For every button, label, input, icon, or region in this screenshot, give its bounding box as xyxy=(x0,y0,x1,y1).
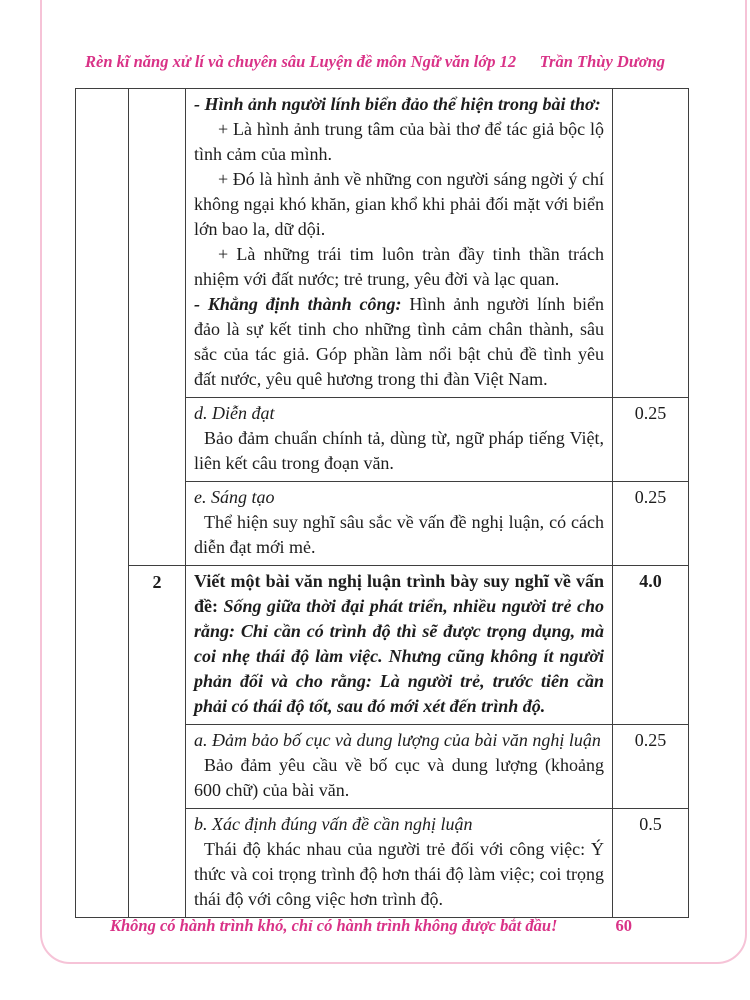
page-footer xyxy=(110,916,632,936)
criterion-b-label: b. Xác định đúng vấn đề cần nghị luận xyxy=(194,814,473,834)
criterion-a-label: a. Đảm bảo bố cục và dung lượng của bài văn nghị luận xyxy=(194,730,601,750)
score-cell-criterion-b: 0.5 xyxy=(613,809,689,918)
poem-analysis-heading: - Hình ảnh người lính biển đảo thể hiện trong bài thơ: xyxy=(194,94,601,114)
page-header xyxy=(85,52,665,72)
rubric-row-poem-analysis xyxy=(76,89,689,398)
criterion-d-text: Bảo đảm chuẩn chính tả, dùng từ, ngữ pháp tiếng Việt, liên kết câu trong đoạn văn. xyxy=(194,428,604,473)
header-author: Trần Thùy Dương xyxy=(539,52,665,71)
question-2-prompt-lead: Viết một bài văn nghị luận trình bày suy nghĩ về vấn đề: xyxy=(194,571,604,616)
criterion-b-text: Thái độ khác nhau của người trẻ đối với công việc: Ý thức và coi trọng trình độ hơn thái độ làm việc; coi trọng thái độ với công việc hơn trình độ. xyxy=(194,839,604,909)
criterion-e-content-cell xyxy=(186,482,613,566)
part-column-cell xyxy=(76,89,129,918)
question-2-number-cell: 2 xyxy=(129,566,186,918)
criterion-b-content-cell xyxy=(186,809,613,918)
criterion-d-content-cell xyxy=(186,398,613,482)
criterion-e-text: Thể hiện suy nghĩ sâu sắc về vấn đề nghị luận, có cách diễn đạt mới mẻ. xyxy=(194,512,604,557)
score-cell-criterion-e: 0.25 xyxy=(613,482,689,566)
criterion-d-label: d. Diễn đạt xyxy=(194,403,275,423)
poem-analysis-point-3: + Là những trái tim luôn tràn đầy tinh thần trách nhiệm với đất nước; trẻ trung, yêu đời và lạc quan. xyxy=(194,244,604,289)
question-2-prompt-quote: Sống giữa thời đại phát triển, nhiều người trẻ cho rằng: Chỉ cần có trình độ thì sẽ được trọng dụng, mà coi nhẹ thái độ làm việc. Nhưng cũng không ít người phản đối và cho rằng: Là người trẻ, trước tiên cần phải có thái độ tốt, sau đó mới xét đến trình độ. xyxy=(194,596,604,716)
conclusion-text: Hình ảnh người lính biển đảo là sự kết tinh cho những tình cảm chân thành, sâu sắc của tác giả. Góp phần làm nổi bật chủ đề tình yêu đất nước, yêu quê hương trong thi đàn Việt Nam. xyxy=(194,294,605,389)
header-title: Rèn kĩ năng xử lí và chuyên sâu Luyện đề môn Ngữ văn lớp 12 xyxy=(85,52,517,71)
criterion-a-text: Bảo đảm yêu cầu về bố cục và dung lượng (khoảng 600 chữ) của bài văn. xyxy=(194,755,604,800)
rubric-row-question-2 xyxy=(76,566,689,725)
poem-analysis-point-1: + Là hình ảnh trung tâm của bài thơ để tác giả bộc lộ tình cảm của mình. xyxy=(194,119,604,164)
question-2-prompt-cell xyxy=(186,566,613,725)
poem-analysis-point-2: + Đó là hình ảnh về những con người sáng ngời ý chí không ngại khó khăn, gian khổ khi phải đối mặt với biển lớn bao la, dữ dội. xyxy=(194,169,604,239)
criterion-a-content-cell xyxy=(186,725,613,809)
page-number: 60 xyxy=(615,916,632,935)
grading-rubric-table xyxy=(75,88,689,918)
poem-analysis-content-cell xyxy=(186,89,613,398)
conclusion-label: - Khẳng định thành công: xyxy=(194,294,402,314)
score-cell-poem-analysis xyxy=(613,89,689,398)
question-number-empty-cell xyxy=(129,89,186,566)
criterion-e-label: e. Sáng tạo xyxy=(194,487,275,507)
score-cell-criterion-a: 0.25 xyxy=(613,725,689,809)
score-cell-question-2: 4.0 xyxy=(613,566,689,725)
footer-quote: Không có hành trình khó, chỉ có hành trình không được bắt đầu! xyxy=(110,916,558,935)
score-cell-criterion-d: 0.25 xyxy=(613,398,689,482)
poem-analysis-conclusion xyxy=(194,292,604,392)
question-2-prompt xyxy=(194,569,604,719)
